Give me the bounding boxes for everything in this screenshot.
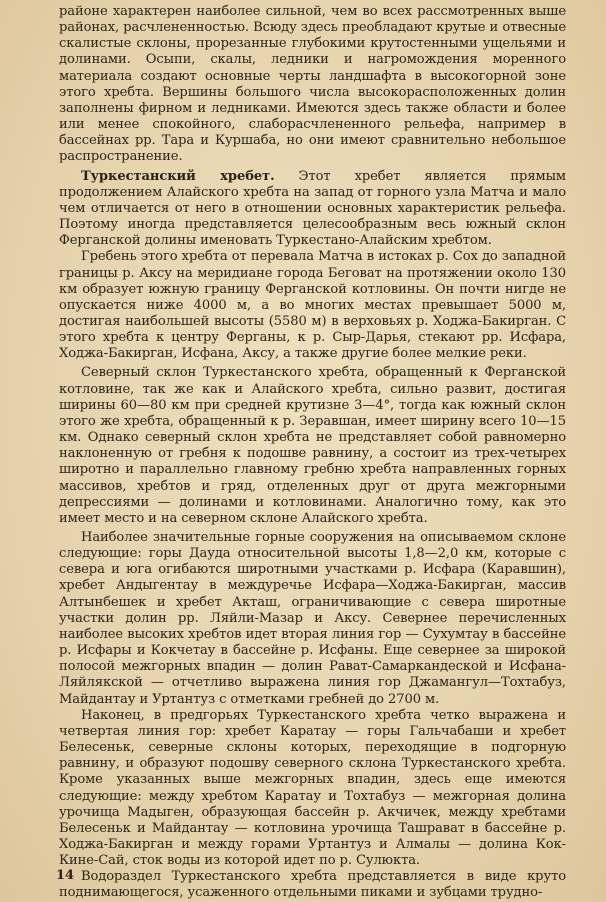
paragraph-1-text: районе характерен наиболее сильной, чем во всех рассмотренных выше районах, расчлененностью. Всюду здесь преобладают крутые и отвесные скалистые склоны, прорезанные глубокими крутостенными ущельями и долинами. Осыпи, скалы, ледники и нагромождения моренного материала создают основные черты ландшафта в высокогорной зоне этого хребта. Вершины большого числа высокорасположенных долин заполнены фирном и ледниками. Имеются здесь также области и более или менее спокойного, слаборасчлененного рельефа, например в бассейнах рр. Тара и Куршаба, но они имеют сравнительно небольшое распространение. <box>59 4 566 165</box>
paragraph-3-text: Гребень этого хребта от перевала Матча в истоках р. Сох до западной границы р. Аксу на меридиане города Беговат на протяжении около 130 км образует южную границу Ферганской котловины. Он почти нигде не опускается ниже 4000 м, а во многих местах превышает 5000 м, достигая наибольшей высоты (5580 м) в верховьях р. Ходжа-Бакирган. С этого хребта к центру Ферганы, к р. Сыр-Дарья, стекают рр. Исфара, Ходжа-Бакирган, Исфана, Аксу, а также другие более мелкие реки. <box>59 249 566 362</box>
paragraph-5-text: Наиболее значительные горные сооружения на описываемом склоне следующие: горы Дауда относительной высоты 1,8—2,0 км, которые с севера и юга огибаются широтными участками р. Исфара (Каравшин), хребет Андыгентау в междуречье Исфара—Ходжа-Бакирган, массив Алтынбешек и хребет Акташ, ограничивающие с севера широтные участки долин рр. Ляйли-Мазар и Аксу. Севернее перечисленных наиболее высоких хребтов идет вторая линия гор — Сухумтау в бассейне р. Исфары и Кокчетау в бассейне р. Исфаны. Еще севернее за широкой полосой межгорных впадин — долин Рават-Самаркандеской и Исфана-Ляйлякской — отчетливо выражена линия гор Джамангул—Тохтабуз, Майдантау и Уртантуз с отметками гребней до 2700 м. <box>59 530 566 707</box>
paragraph-4-text: Северный склон Туркестанского хребта, обращенный к Ферганской котловине, так же как и Алайского хребта, сильно развит, достигая ширины 60—80 км при средней крутизне 3—4°, тогда как южный склон этого же хребта, обращенный к р. Зеравшан, имеет ширину всего 10—15 км. Однако северный склон хребта не представляет собой равномерно наклоненную от гребня к подошве равнину, а состоит из трех-четырех широтно и параллельно главному гребню хребта направленных горных массивов, хребтов и гряд, отделенных друг от друга межгорными депрессиями — долинами и котловинами. Аналогично тому, как это имеет место и на северном склоне Алайского хребта. <box>59 365 566 526</box>
paragraph-4 <box>59 365 566 527</box>
paragraph-7 <box>59 869 566 901</box>
paragraph-5 <box>59 530 566 708</box>
paragraph-6-text: Наконец, в предгорьях Туркестанского хребта четко выражена и четвертая линия гор: хребет Каратау — горы Гальчабаши и хребет Белесеньк, северные склоны которых, переходящие в подгорную равнину, и образуют подошву северного склона Туркестанского хребта. Кроме указанных выше межгорных впадин, здесь еще имеются следующие: между хребтом Каратау и Тохтабуз — межгорная долина урочища Мадыген, образующая бассейн р. Акчичек, между хребтами Белесеньк и Майдантау — котловина урочища Ташрават в бассейне р. Ходжа-Бакирган и между горами Уртантуз и Алмалы — долина Кок-Кине-Сай, сток воды из которой идет по р. Сулюкта. <box>59 707 566 869</box>
section-heading-turkestan-range: Туркестанский хребет. <box>81 168 275 184</box>
page-number: 14 <box>56 868 75 883</box>
paragraph-6 <box>59 708 566 870</box>
paragraph-3 <box>59 249 566 362</box>
paragraph-2-text: Этот хребет является прямым продолжением Алайского хребта на запад от горного узла Матча и мало чем отличается от него в отношении основных характеристик рельефа. Поэтому иногда представляется целесообразным весь южный склон Ферганской долины именовать Туркестано-Алайским хребтом. <box>59 168 566 249</box>
paragraph-7-text: Водораздел Туркестанского хребта представляется в виде круто поднимающегося, усаженного отдельными пиками и зубцами трудно- <box>59 869 566 901</box>
paragraph-2 <box>59 169 566 250</box>
paragraph-1 <box>59 4 566 166</box>
